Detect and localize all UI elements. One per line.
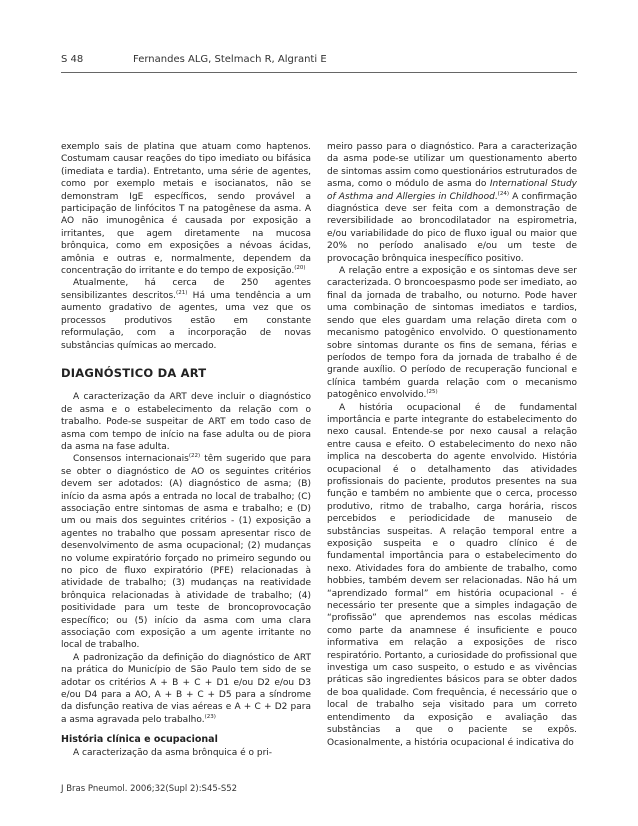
left-column — [61, 141, 311, 759]
running-header — [61, 54, 577, 74]
journal-citation: J Bras Pneumol. 2006;32(Supl 2):S45-S52 — [61, 784, 238, 794]
right-column — [327, 141, 577, 749]
section-title: DIAGNÓSTICO DA ART — [61, 365, 207, 380]
paragraph: meiro passo para o diagnóstico. Para a caracterização da asma pode-se utilizar um questionamento aberto de sintomas assim como questionários estruturados de asma, como o módulo de asma do International Study of Asthma and Allergies in Childhood.$^{(24)}$ A confirmação diagnóstica deve ser feita com a demonstração de reversibilidade ao broncodilatador na espirometria, e/ou variabilidade do pico de fluxo igual ou maior que 20% no período analisado e/ou um teste de provocação brônquica inespecífico positivo. — [327, 142, 578, 264]
paragraph: Consensos internacionais$^{(22)}$ têm sugerido que para se obter o diagnóstico de AO os seguintes critérios devem ser adotados: (A) diagnóstico de asma; (B) início da asma após a entrada no local de trabalho; (C) associação entre sintomas de asma e trabalho; e (D) um ou mais dos seguintes critérios - (1) exposição a agentes no trabalho que possam apresentar risco de desenvolvimento de asma ocupacional; (2) mudanças no volume expiratório forçado no primeiro segundo ou no pico de fluxo expiratório (PFE) relacionadas à atividade de trabalho; (3) mudanças na reatividade brônquica relacionadas à atividade de trabalho; (4) positividade para um teste de broncoprovocação específico; ou (5) início da asma com uma clara associação com exposição a um agente irritante no local de trabalho. — [61, 453, 311, 651]
paragraph: A história ocupacional é de fundamental importância e parte integrante do estabelecimento do nexo causal. Entende-se por nexo causal a relação entre causa e efeito. O estabelecimento do nexo não implica na descoberta do agente envolvido. História ocupacional é o detalhamento das atividades profissionais do paciente, produtos presentes na sua função e também no ambiente que o cerca, processo produtivo, ritmo de trabalho, carga horária, riscos percebidos e periodicidade de manuseio de substâncias suspeitas. A relação temporal entre a exposição suspeita e o quadro clínico é de fundamental importância para o estabelecimento do nexo. Atividades fora do ambiente de trabalho, como hobbies, também devem ser relacionadas. Não há um “aprendizado formal” em história ocupacional - é necessário ter presente que a simples indagação de “profissão” que aprendemos nas escolas médicas como parte da anamnese é insuficiente e pouco informativa em relação a exposições de risco respiratório. Portanto, a curiosidade do profissional que investiga um caso suspeito, o estudo e as vivências práticas são ingredientes básicos para se obter dados de boa qualidade. Com frequência, é necessário que o local de trabalho seja visitado para um correto entendimento da exposição e avaliação das substâncias a que o paciente se expôs. Ocasionalmente, a história ocupacional é indicativa do — [327, 402, 577, 748]
running-authors: Fernandes ALG, Stelmach R, Algranti E — [133, 54, 327, 65]
subsection-title: História clínica e ocupacional — [61, 734, 218, 746]
page-number: S 48 — [61, 54, 84, 65]
paragraph: Atualmente, há cerca de 250 agentes sensibilizantes descritos.$^{(21)}$ Há uma tendência a um aumento gradativo de agentes, uma vez que os processos produtivos estão em constante reformulação, com a incorporação de novas substâncias químicas ao mercado. — [61, 278, 311, 351]
paragraph: A padronização da definição do diagnóstico de ART na prática do Município de São Paulo tem sido de se adotar os critérios A + B + C + D1 e/ou D2 e/ou D3 e/ou D4 para a AO, A + B + C + D5 para a síndrome da disfunção reativa de vias aéreas e A + C + D2 para a asma agravada pelo trabalho.$^{(23)}$ — [61, 652, 311, 725]
header-rule — [61, 72, 577, 73]
paragraph: A caracterização da asma brônquica é o pri- — [73, 747, 273, 758]
paragraph: exemplo sais de platina que atuam como haptenos. Costumam causar reações do tipo imediato ou bifásica (imediata e tardia). Entretanto, uma série de agentes, como por exemplo metais e isocianatos, não se demonstram IgE específicos, sendo provável a participação de linfócitos T na patogênese da asma. A AO não imunogênica é causada por exposição a irritantes, que agem diretamente na mucosa brônquica, como em exposições a névoas ácidas, amônia e outras e, normalmente, dependem da concentração do irritante e do tempo de exposição.$^{(20)}$ — [61, 142, 311, 277]
paragraph: A caracterização da ART deve incluir o diagnóstico de asma e o estabelecimento da relação com o trabalho. Pode-se suspeitar de ART em todo caso de asma com tempo de início na fase adulta ou de piora da asma na fase adulta. — [61, 392, 311, 452]
paragraph: A relação entre a exposição e os sintomas deve ser caracterizada. O broncoespasmo pode ser imediato, ao final da jornada de trabalho, ou noturno. Pode haver uma combinação de sintomas imediatos e tardios, sendo que eles guardam uma relação direta com o mecanismo patogênico envolvido. O questionamento sobre sintomas durante os fins de semana, férias e períodos de tempo fora da jornada de trabalho é de grande auxílio. O período de recuperação funcional e clínica também guarda relação com o mecanismo patogênico envolvido.$^{(25)}$ — [327, 266, 577, 401]
